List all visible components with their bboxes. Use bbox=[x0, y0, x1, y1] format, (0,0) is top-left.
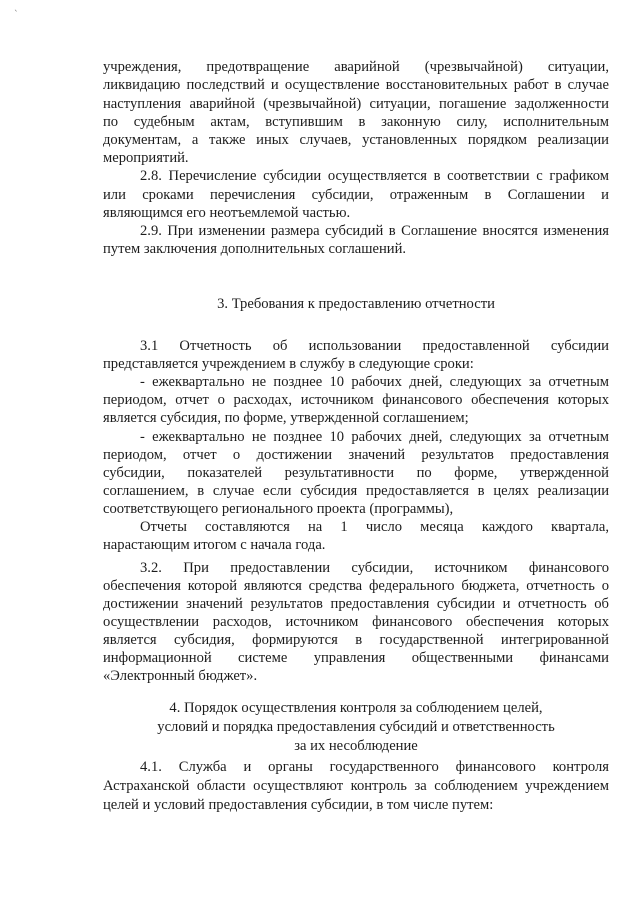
text-line: по судебным актам, вступившим в законную силу, исполнительным bbox=[103, 114, 609, 130]
text-line: периодом, отчет о расходах, источником финансового обеспечения которых bbox=[103, 392, 609, 408]
text-line: обеспечения которой являются средства федерального бюджета, отчетность о bbox=[103, 578, 609, 594]
section-4-heading: 4. Порядок осуществления контроля за соблюдением целей, bbox=[169, 700, 543, 716]
text-line: информационной системе управления общественными финансами bbox=[103, 650, 609, 666]
text-line: «Электронный бюджет». bbox=[103, 668, 258, 684]
text-line: соглашением, в случае если субсидия предоставляется в целях реализации bbox=[103, 483, 609, 499]
text-line: является субсидия, формируются в государственной интегрированной bbox=[103, 632, 609, 648]
paragraph-3-1: 3.1 Отчетность об использовании предоставленной субсидии bbox=[140, 338, 609, 354]
text-line: достижении значений результатов предоставления субсидии и отчетность об bbox=[103, 596, 609, 612]
text-line: целей и условий предоставления субсидии, в том числе путем: bbox=[103, 797, 494, 813]
text-line: являющимся его неотъемлемой частью. bbox=[103, 205, 351, 221]
paragraph-2-8: 2.8. Перечисление субсидии осуществляется в соответствии с графиком bbox=[140, 168, 609, 184]
text-line: субсидии, показателей результативности по форме, утвержденной bbox=[103, 465, 609, 481]
text-line: наступления аварийной (чрезвычайной) ситуации, погашение задолженности bbox=[103, 96, 609, 112]
reports-paragraph: Отчеты составляются на 1 число месяца каждого квартала, bbox=[140, 519, 609, 535]
bullet-item: - ежеквартально не позднее 10 рабочих дней, следующих за отчетным bbox=[140, 429, 609, 445]
text-line: нарастающим итогом с начала года. bbox=[103, 537, 326, 553]
paragraph-3-2: 3.2. При предоставлении субсидии, источником финансового bbox=[140, 560, 609, 576]
text-line: соответствующего регионального проекта (программы), bbox=[103, 501, 454, 517]
text-line: является субсидия, по форме, утвержденной соглашением; bbox=[103, 410, 469, 426]
paragraph-2-9: 2.9. При изменении размера субсидий в Соглашение вносятся изменения bbox=[140, 223, 609, 239]
text-line: мероприятий. bbox=[103, 150, 189, 166]
bullet-item: - ежеквартально не позднее 10 рабочих дней, следующих за отчетным bbox=[140, 374, 609, 390]
text-line: ликвидацию последствий и осуществление восстановительных работ в случае bbox=[103, 77, 609, 93]
text-line: путем заключения дополнительных соглашений. bbox=[103, 241, 407, 257]
text-line: учреждения, предотвращение аварийной (чрезвычайной) ситуации, bbox=[103, 59, 609, 75]
text-line: представляется учреждением в службу в следующие сроки: bbox=[103, 356, 474, 372]
text-line: осуществлении расходов, источником финансового обеспечения которых bbox=[103, 614, 609, 630]
text-line: периодом, отчет о достижении значений результатов предоставления bbox=[103, 447, 609, 463]
text-line: Астраханской области осуществляют контроль за соблюдением учреждением bbox=[103, 778, 609, 794]
section-3-heading: 3. Требования к предоставлению отчетности bbox=[217, 296, 495, 312]
text-line: документам, а также иных случаев, установленных порядком реализации bbox=[103, 132, 609, 148]
section-4-heading: за их несоблюдение bbox=[294, 738, 418, 754]
paragraph-4-1: 4.1. Служба и органы государственного финансового контроля bbox=[140, 759, 609, 775]
text-line: или сроками перечисления субсидии, отраженным в Соглашении и bbox=[103, 187, 609, 203]
section-4-heading: условий и порядка предоставления субсидий и ответственность bbox=[157, 719, 555, 735]
corner-mark: ` bbox=[14, 10, 19, 20]
